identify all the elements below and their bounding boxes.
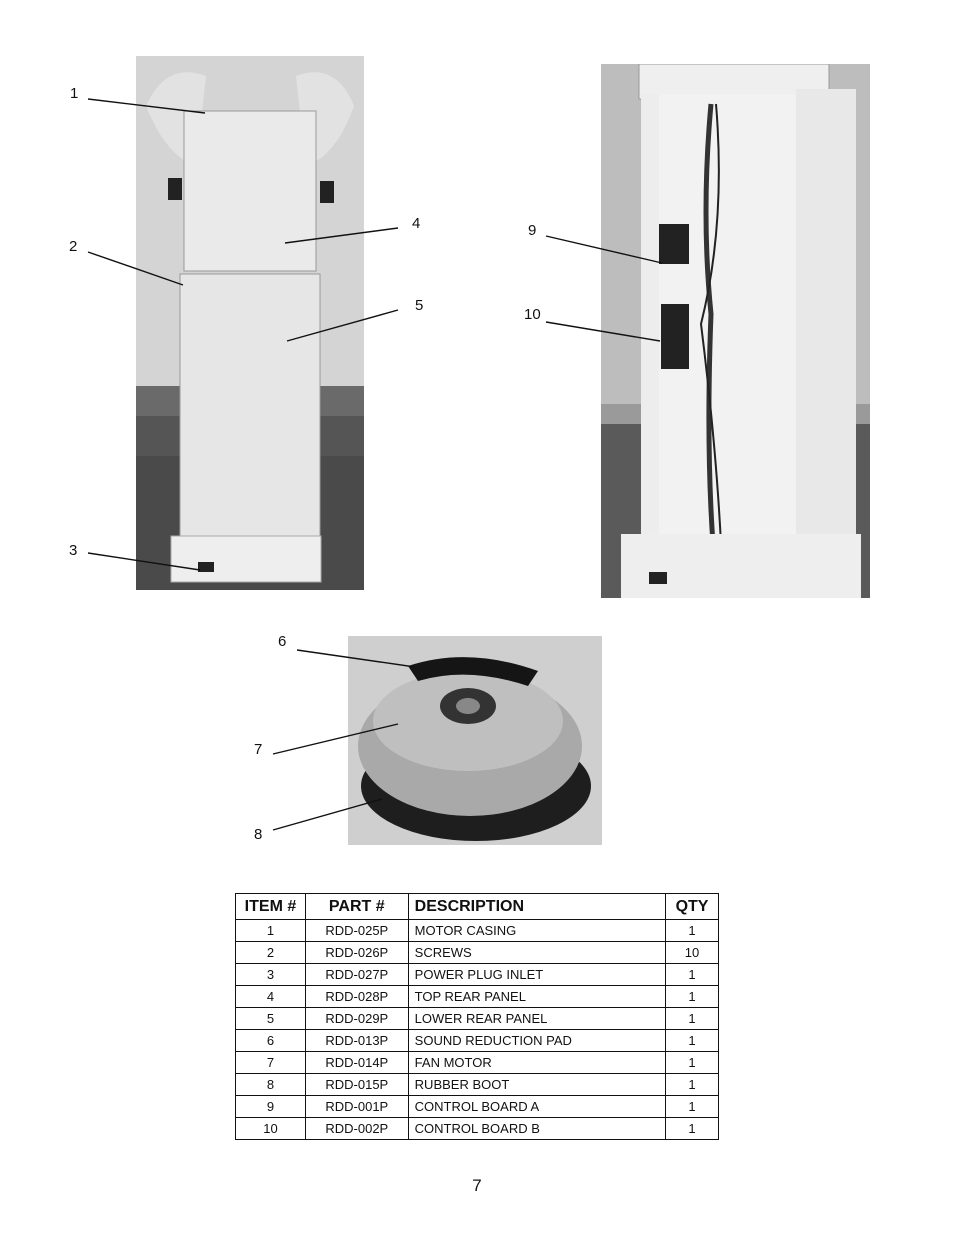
cell-qty: 1	[666, 986, 719, 1008]
cell-item: 3	[236, 964, 306, 986]
cell-item: 5	[236, 1008, 306, 1030]
callout-4: 4	[412, 215, 421, 232]
parts-table	[235, 893, 719, 1140]
callout-5: 5	[415, 297, 424, 314]
table-row	[236, 1074, 719, 1096]
header-part: PART #	[305, 894, 408, 920]
cell-description: MOTOR CASING	[408, 920, 665, 942]
page-number: 7	[472, 1176, 482, 1195]
table-row	[236, 986, 719, 1008]
cell-qty: 1	[666, 920, 719, 942]
photo-fan-motor	[348, 636, 602, 845]
table-row	[236, 1008, 719, 1030]
callout-7: 7	[254, 741, 263, 758]
cell-description: TOP REAR PANEL	[408, 986, 665, 1008]
cell-part: RDD-029P	[305, 1008, 408, 1030]
header-description: DESCRIPTION	[408, 894, 665, 920]
cell-part: RDD-002P	[305, 1118, 408, 1140]
table-header-row	[236, 894, 719, 920]
callout-8: 8	[254, 826, 263, 843]
cell-qty: 1	[666, 1074, 719, 1096]
header-qty: QTY	[666, 894, 719, 920]
cell-part: RDD-027P	[305, 964, 408, 986]
cell-part: RDD-014P	[305, 1052, 408, 1074]
cell-qty: 1	[666, 1008, 719, 1030]
cell-qty: 10	[666, 942, 719, 964]
cell-part: RDD-015P	[305, 1074, 408, 1096]
cell-item: 2	[236, 942, 306, 964]
cell-description: RUBBER BOOT	[408, 1074, 665, 1096]
cell-item: 4	[236, 986, 306, 1008]
cell-part: RDD-013P	[305, 1030, 408, 1052]
cell-qty: 1	[666, 964, 719, 986]
photo-unit-rear	[136, 56, 364, 590]
cell-item: 7	[236, 1052, 306, 1074]
cell-description: LOWER REAR PANEL	[408, 1008, 665, 1030]
cell-item: 10	[236, 1118, 306, 1140]
cell-qty: 1	[666, 1052, 719, 1074]
cell-description: CONTROL BOARD B	[408, 1118, 665, 1140]
cell-qty: 1	[666, 1118, 719, 1140]
cell-item: 9	[236, 1096, 306, 1118]
table-row	[236, 1118, 719, 1140]
callout-3: 3	[69, 542, 78, 559]
cell-item: 8	[236, 1074, 306, 1096]
table-row	[236, 1096, 719, 1118]
cell-part: RDD-001P	[305, 1096, 408, 1118]
cell-qty: 1	[666, 1096, 719, 1118]
callout-6: 6	[278, 633, 287, 650]
photo-unit-interior	[601, 64, 870, 598]
header-item: ITEM #	[236, 894, 306, 920]
cell-part: RDD-025P	[305, 920, 408, 942]
cell-qty: 1	[666, 1030, 719, 1052]
cell-item: 6	[236, 1030, 306, 1052]
cell-description: SCREWS	[408, 942, 665, 964]
table-row	[236, 964, 719, 986]
callout-1: 1	[70, 85, 79, 102]
cell-item: 1	[236, 920, 306, 942]
cell-description: CONTROL BOARD A	[408, 1096, 665, 1118]
cell-part: RDD-028P	[305, 986, 408, 1008]
cell-description: POWER PLUG INLET	[408, 964, 665, 986]
cell-description: FAN MOTOR	[408, 1052, 665, 1074]
cell-description: SOUND REDUCTION PAD	[408, 1030, 665, 1052]
table-row	[236, 1052, 719, 1074]
table-row	[236, 920, 719, 942]
callout-10: 10	[524, 306, 541, 323]
table-row	[236, 1030, 719, 1052]
callout-9: 9	[528, 222, 537, 239]
callout-2: 2	[69, 238, 78, 255]
table-row	[236, 942, 719, 964]
cell-part: RDD-026P	[305, 942, 408, 964]
